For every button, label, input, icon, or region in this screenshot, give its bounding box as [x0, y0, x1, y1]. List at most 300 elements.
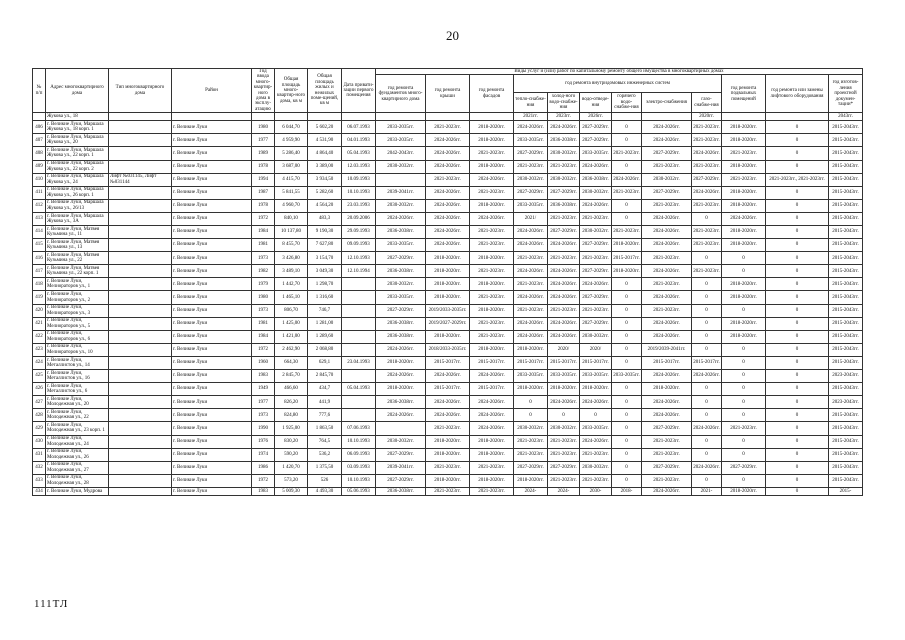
cell-district: г. Великие Луки — [172, 265, 252, 278]
table-row — [33, 317, 863, 330]
cell-foundation: 2024-2026гг. — [376, 370, 426, 383]
col-drainage-header: водо-отведе-ния — [580, 92, 612, 112]
cell-facade: 2015-2017гг. — [470, 356, 514, 369]
cell-foundation: 2036-2038гг. — [376, 226, 426, 239]
cell-priv: 07.06.1993 — [342, 422, 376, 435]
cell-basement: 2021-2023гг. — [722, 422, 766, 435]
cell-gas: 2027-2029гг. — [692, 173, 722, 186]
cell-priv: 06.07.1993 — [342, 121, 376, 134]
cell-area: 573,20 — [275, 474, 308, 487]
cell-type — [109, 113, 172, 121]
cell-cold: 2036-2038гг. — [548, 199, 580, 212]
cell-roof: 2024-2026гг. — [426, 226, 470, 239]
cell-living: 746,7 — [308, 304, 342, 317]
cell-basement: 0 — [722, 409, 766, 422]
cell-basement: 2021-2023гг. — [722, 173, 766, 186]
cell-type — [109, 317, 172, 330]
cell-design: 2015-2043гг. — [829, 409, 863, 422]
cell-area: 1 421,00 — [275, 330, 308, 343]
cell-foundation: 2030-2032гг. — [376, 199, 426, 212]
cell-facade: 2018-2020гг. — [470, 343, 514, 356]
cell-heat: 2024-2026гг. — [514, 239, 548, 252]
col-facade-header: год ремонта фасадов — [470, 75, 514, 113]
cell-heat: 2021-2023гг. — [514, 252, 548, 265]
table-row — [33, 487, 863, 495]
cell-area: 3 687,00 — [275, 160, 308, 173]
cell-heat: 2027-2029гг. — [514, 461, 548, 474]
cell-address: г. Великие Луки, Молодежная ул., 22 — [46, 409, 109, 422]
table-row — [33, 291, 863, 304]
cell-cold: 2030-2032гг. — [548, 173, 580, 186]
capital-repair-table — [32, 68, 863, 496]
cell-electric: 2030-2032гг. — [642, 173, 692, 186]
cell-design: 2043гг. — [829, 113, 863, 121]
cell-year: 1994 — [252, 173, 275, 186]
cell-district: г. Великие Луки — [172, 147, 252, 160]
cell-design: 2015-2043гг. — [829, 134, 863, 147]
cell-design: 2015-2043гг. — [829, 356, 863, 369]
cell-facade — [470, 113, 514, 121]
col-electric-header: электро-снабжения — [642, 92, 692, 112]
cell-gas: 0 — [692, 212, 722, 225]
cell-living: 3 934,50 — [308, 173, 342, 186]
cell-design: 2015-2043гг. — [829, 239, 863, 252]
cell-design: 2015-2043гг. — [829, 121, 863, 134]
cell-electric: 2024-2026гг. — [642, 409, 692, 422]
cell-type — [109, 199, 172, 212]
cell-hot: 0 — [612, 343, 642, 356]
cell-gas: 0 — [692, 291, 722, 304]
cell-year: 1960 — [252, 356, 275, 369]
cell-heat: 2018-2020гг. — [514, 474, 548, 487]
cell-priv: 10.10.1993 — [342, 435, 376, 448]
cell-type — [109, 474, 172, 487]
cell-facade: 2021-2023гг. — [470, 461, 514, 474]
table-row — [33, 186, 863, 199]
cell-cold: 2021-2023гг. — [548, 448, 580, 461]
engineering-group-header: год ремонта внутридомовых инженерных систем — [514, 75, 722, 92]
cell-living: 764,5 — [308, 435, 342, 448]
cell-living: 1 289,60 — [308, 330, 342, 343]
cell-type — [109, 265, 172, 278]
cell-cold: 2020/ — [548, 343, 580, 356]
cell-elevator: 0 — [766, 383, 829, 396]
cell-design: 2015-2043гг. — [829, 252, 863, 265]
cell-num: 408 — [33, 147, 46, 160]
cell-facade: 2018-2020гг. — [470, 121, 514, 134]
cell-year: 1984 — [252, 330, 275, 343]
cell-drain: 0 — [580, 409, 612, 422]
cell-type — [109, 461, 172, 474]
cell-hot: 0 — [612, 383, 642, 396]
cell-address: г. Великие Луки, Мелиораторов ул., 6 — [46, 330, 109, 343]
cell-num: 433 — [33, 474, 46, 487]
cell-num: 431 — [33, 448, 46, 461]
cell-design: 2015-2043гг. — [829, 278, 863, 291]
cell-electric: 2024-2026гг. — [642, 265, 692, 278]
cell-living: 7 627,80 — [308, 239, 342, 252]
cell-drain: 2030-2032гг. — [580, 461, 612, 474]
cell-year: 1987 — [252, 186, 275, 199]
cell-living: 629,1 — [308, 356, 342, 369]
cell-year: 1986 — [252, 461, 275, 474]
cell-living: 483,3 — [308, 212, 342, 225]
cell-drain: 2021-2023гг. — [580, 304, 612, 317]
cell-heat: 2030-2032гг. — [514, 173, 548, 186]
cell-basement: 0 — [722, 435, 766, 448]
cell-electric: 2027-2029гг. — [642, 461, 692, 474]
cell-cold: 2024-2026гг. — [548, 265, 580, 278]
cell-address: г. Великие Луки, Молодежная ул., 27 — [46, 461, 109, 474]
cell-heat: 0 — [514, 396, 548, 409]
cell-drain: 2030-2032гг. — [580, 330, 612, 343]
cell-type — [109, 239, 172, 252]
cell-hot: 0 — [612, 435, 642, 448]
cell-electric: 2021-2023гг. — [642, 160, 692, 173]
cell-type — [109, 304, 172, 317]
cell-facade: 2018-2020гг. — [470, 448, 514, 461]
table-row — [33, 212, 863, 225]
cell-drain: 2030- — [580, 487, 612, 495]
cell-roof: 2024-2026гг. — [426, 186, 470, 199]
cell-roof: 2018-2020гг. — [426, 474, 470, 487]
cell-facade: 2021-2023гг. — [470, 265, 514, 278]
cell-cold: 2027-2029гг. — [548, 226, 580, 239]
cell-cold: 2030-2032гг. — [548, 147, 580, 160]
cell-elevator: 0 — [766, 186, 829, 199]
cell-electric: 2024-2026гг. — [642, 317, 692, 330]
cell-cold: 2021-2023гг. — [548, 252, 580, 265]
cell-hot: 2018-2020гг. — [612, 239, 642, 252]
cell-foundation: 2027-2029гг. — [376, 474, 426, 487]
cell-heat: 2024-2026гг. — [514, 226, 548, 239]
cell-living: 441,9 — [308, 396, 342, 409]
cell-address: г. Великие Луки, Молодежная ул., 26 — [46, 448, 109, 461]
cell-address: г. Великие Луки, Мудрова — [46, 487, 109, 495]
cell-drain: 2027-2029гг. — [580, 121, 612, 134]
cell-design: 2015-2043гг. — [829, 212, 863, 225]
cell-drain: 2024-2026гг. — [580, 278, 612, 291]
cell-type — [109, 252, 172, 265]
cell-elevator: 0 — [766, 448, 829, 461]
cell-elevator: 0 — [766, 409, 829, 422]
table-row — [33, 265, 863, 278]
cell-foundation: 2036-2038гг. — [376, 265, 426, 278]
cell-heat: 2018-2020гг. — [514, 343, 548, 356]
cell-num: 407 — [33, 134, 46, 147]
cell-year: 1972 — [252, 343, 275, 356]
cell-hot: 0 — [612, 317, 642, 330]
cell-gas: 2021-2023гг. — [692, 134, 722, 147]
cell-address: Жукова ул., 18 — [46, 113, 109, 121]
cell-district: г. Великие Луки — [172, 212, 252, 225]
cell-gas: 0 — [692, 435, 722, 448]
cell-area: 1 425,00 — [275, 317, 308, 330]
cell-facade: 2021-2023гг. — [470, 330, 514, 343]
cell-priv: 10.10.1993 — [342, 474, 376, 487]
table-row — [33, 134, 863, 147]
cell-type — [109, 278, 172, 291]
col-type-header: Тип многоквартирного дома — [109, 69, 172, 113]
cell-elevator — [766, 113, 829, 121]
cell-electric: 2024-2026гг. — [642, 291, 692, 304]
cell-roof: 2024-2026гг. — [426, 134, 470, 147]
cell-roof: 2019/2027-2029гг. — [426, 317, 470, 330]
cell-gas: 0 — [692, 252, 722, 265]
cell-address: г. Великие Луки, Молодежная ул., 28 — [46, 474, 109, 487]
cell-year: 1989 — [252, 147, 275, 160]
cell-drain: 2027-2029гг. — [580, 239, 612, 252]
cell-facade: 2018-2020гг. — [470, 160, 514, 173]
table-row — [33, 278, 863, 291]
cell-gas: 0 — [692, 317, 722, 330]
cell-district: г. Великие Луки — [172, 383, 252, 396]
cell-hot: 0 — [612, 396, 642, 409]
cell-hot: 2033-2035гг. — [612, 370, 642, 383]
cell-drain: 2033-2035гг. — [580, 370, 612, 383]
cell-year: 1981 — [252, 239, 275, 252]
cell-area: 1 420,70 — [275, 461, 308, 474]
cell-drain: 2021-2023гг. — [580, 448, 612, 461]
cell-gas: 0 — [692, 330, 722, 343]
cell-cold: 2024-2026гг. — [548, 291, 580, 304]
cell-basement: 2018-2020гг. — [722, 317, 766, 330]
cell-roof: 2021-2023гг. — [426, 121, 470, 134]
cell-design: 2015-2043гг. — [829, 160, 863, 173]
cell-facade: 2021-2023гг. — [470, 239, 514, 252]
cell-area: 5 286,40 — [275, 147, 308, 160]
cell-elevator: 0 — [766, 304, 829, 317]
cell-electric: 2019/2039-2041гг. — [642, 343, 692, 356]
cell-num: 430 — [33, 435, 46, 448]
cell-district: г. Великие Луки — [172, 461, 252, 474]
cell-roof: 2024-2026гг. — [426, 370, 470, 383]
col-hot-water-header: горячего водо-снабже-ния — [612, 92, 642, 112]
cell-foundation: 2039-2041гг. — [376, 186, 426, 199]
cell-drain: 2033-2035гг. — [580, 422, 612, 435]
col-living-area-header: Общая площадь жилых и нежилых поме-щений, кв м — [308, 69, 342, 113]
cell-living: 434,7 — [308, 383, 342, 396]
cell-elevator: 0 — [766, 356, 829, 369]
table-row — [33, 304, 863, 317]
cell-design: 2015-2043гг. — [829, 448, 863, 461]
cell-priv — [342, 291, 376, 304]
cell-electric: 2021-2023гг. — [642, 199, 692, 212]
cell-elevator: 0 — [766, 252, 829, 265]
cell-facade: 2018-2020гг. — [470, 435, 514, 448]
cell-design: 2015-2043гг. — [829, 422, 863, 435]
cell-num: 429 — [33, 422, 46, 435]
cell-num: 420 — [33, 304, 46, 317]
cell-facade: 2018-2020гг. — [470, 134, 514, 147]
cell-facade: 2021-2023гг. — [470, 317, 514, 330]
cell-priv — [342, 317, 376, 330]
cell-drain: 2030-2032гг. — [580, 186, 612, 199]
cell-hot: 0 — [612, 121, 642, 134]
cell-foundation: 2039-2041гг. — [376, 461, 426, 474]
cell-electric: 2021-2023гг. — [642, 304, 692, 317]
cell-cold: 2024-2026гг. — [548, 317, 580, 330]
cell-cold: 2024- — [548, 487, 580, 495]
cell-cold: 2027-2029гг. — [548, 186, 580, 199]
cell-roof: 2021-2023гг. — [426, 487, 470, 495]
cell-roof: 2024-2026гг. — [426, 239, 470, 252]
cell-gas: 0 — [692, 409, 722, 422]
cell-priv: 10.10.1993 — [342, 186, 376, 199]
cell-priv: 05.06.1993 — [342, 487, 376, 495]
cell-basement: 2018-2020гг. — [722, 487, 766, 495]
cell-district: г. Великие Луки — [172, 356, 252, 369]
cell-drain: 2027-2029гг. — [580, 265, 612, 278]
cell-district: г. Великие Луки — [172, 317, 252, 330]
cell-facade: 2015-2017гг. — [470, 383, 514, 396]
cell-num: 417 — [33, 265, 46, 278]
cell-area: 824,80 — [275, 409, 308, 422]
cell-electric: 2024-2026гг. — [642, 370, 692, 383]
cell-address: г. Великие Луки, Молодежная ул., 23 корп. 1 — [46, 422, 109, 435]
cell-basement: 2018-2020гг. — [722, 226, 766, 239]
cell-area: 10 137,80 — [275, 226, 308, 239]
col-address-header: Адрес многоквартирного дома — [46, 69, 109, 113]
cell-elevator: 0 — [766, 343, 829, 356]
cell-living: 526 — [308, 474, 342, 487]
cell-type — [109, 370, 172, 383]
cell-year: 1973 — [252, 409, 275, 422]
cell-area: 4 959,90 — [275, 134, 308, 147]
cell-gas: 2020гг. — [692, 113, 722, 121]
cell-basement: 2018-2020гг. — [722, 291, 766, 304]
cell-priv: 12.10.1993 — [342, 252, 376, 265]
cell-address: г. Великие Луки, Маршала Жукова ул., 20 — [46, 134, 109, 147]
cell-type — [109, 160, 172, 173]
cell-foundation: 2036-2038гг. — [376, 396, 426, 409]
cell-gas: 0 — [692, 343, 722, 356]
cell-priv: 05.04.1993 — [342, 147, 376, 160]
cell-priv: 12.10.1994 — [342, 265, 376, 278]
cell-drain: 2021-2023гг. — [580, 474, 612, 487]
cell-drain: 2020/ — [580, 343, 612, 356]
cell-year: 1983 — [252, 487, 275, 495]
cell-priv: 04.01.1993 — [342, 134, 376, 147]
cell-drain: 2027-2029гг. — [580, 134, 612, 147]
cell-facade: 2024-2026гг. — [470, 409, 514, 422]
cell-living: 2 068,80 — [308, 343, 342, 356]
table-row — [33, 113, 863, 121]
cell-address: г. Великие Луки, Маршала Жукова ул., 18 корп. 1 — [46, 121, 109, 134]
cell-priv: 29.09.1993 — [342, 226, 376, 239]
cell-district: г. Великие Луки — [172, 226, 252, 239]
cell-gas: 2021-2023гг. — [692, 160, 722, 173]
cell-facade: 2024-2026гг. — [470, 422, 514, 435]
table-row — [33, 330, 863, 343]
cell-foundation: 2018-2020гг. — [376, 383, 426, 396]
cell-roof: 2024-2026гг. — [426, 199, 470, 212]
cell-facade: 2018-2020гг. — [470, 199, 514, 212]
footer-mark: 111ТЛ — [34, 598, 69, 610]
cell-area — [275, 113, 308, 121]
cell-elevator: 0 — [766, 265, 829, 278]
cell-address: г. Великие Луки, Маршала Жукова ул., 3А — [46, 212, 109, 225]
cell-foundation: 2033-2035гг. — [376, 239, 426, 252]
cell-address: г. Великие Луки, Матвея Кузьмина ул., 22 — [46, 252, 109, 265]
cell-roof: 2018-2020гг. — [426, 448, 470, 461]
cell-district: г. Великие Луки — [172, 134, 252, 147]
cell-cold: 2021-2023гг. — [548, 160, 580, 173]
cell-roof: 2018-2020гг. — [426, 252, 470, 265]
cell-heat: 2027-2029гг. — [514, 147, 548, 160]
cell-type — [109, 147, 172, 160]
cell-address: г. Великие Луки, Молодежная ул., 20 — [46, 396, 109, 409]
cell-design: 2015-2043гг. — [829, 474, 863, 487]
cell-district: г. Великие Луки — [172, 409, 252, 422]
cell-num: 427 — [33, 396, 46, 409]
cell-num: 414 — [33, 226, 46, 239]
table-row — [33, 226, 863, 239]
cell-num: 426 — [33, 383, 46, 396]
cell-gas: 2021-2023гг. — [692, 121, 722, 134]
cell-year: 1972 — [252, 474, 275, 487]
cell-priv — [342, 330, 376, 343]
cell-foundation: 2030-2032гг. — [376, 278, 426, 291]
cell-district: г. Великие Луки — [172, 422, 252, 435]
cell-facade: 2018-2020гг. — [470, 278, 514, 291]
cell-address: г. Великие Луки, Матвея Кузьмина ул., 11 — [46, 226, 109, 239]
cell-roof: 2024-2026гг. — [426, 396, 470, 409]
cell-electric: 2021-2023гг. — [642, 474, 692, 487]
cell-living: 9 190,30 — [308, 226, 342, 239]
cell-cold: 2021-2023гг. — [548, 212, 580, 225]
cell-heat: 2021-2023гг. — [514, 160, 548, 173]
cell-heat: 2021/ — [514, 212, 548, 225]
cell-design: 2015-2043гг. — [829, 435, 863, 448]
cell-drain: 2018-2020гг. — [580, 383, 612, 396]
cell-foundation: 2036-2038гг. — [376, 487, 426, 495]
cell-gas: 0 — [692, 448, 722, 461]
cell-basement: 2018-2020гг. — [722, 134, 766, 147]
cell-year: 1977 — [252, 396, 275, 409]
col-total-area-header: Общая площадь много-квартир-ного дома, кв м — [275, 69, 308, 113]
col-basement-header: год ремонта подвальных помещений — [722, 75, 766, 113]
cell-priv — [342, 278, 376, 291]
cell-facade: 2021-2023гг. — [470, 487, 514, 495]
cell-cold: 2036-2038гг. — [548, 134, 580, 147]
cell-living: 5 282,60 — [308, 186, 342, 199]
cell-address: г. Великие Луки, Мелиораторов ул., 10 — [46, 343, 109, 356]
cell-year: 1973 — [252, 252, 275, 265]
cell-cold: 2024-2026гг. — [548, 121, 580, 134]
cell-basement: 2018-2020гг. — [722, 278, 766, 291]
cell-priv: 05.04.1993 — [342, 383, 376, 396]
cell-district: г. Великие Луки — [172, 186, 252, 199]
cell-electric: 2024-2026гг. — [642, 487, 692, 495]
cell-hot: 2021-2023гг. — [612, 226, 642, 239]
cell-address: г. Великие Луки, Маршала Жукова ул., 26/13 — [46, 199, 109, 212]
cell-address: г. Великие Луки, Молодежная ул., 24 — [46, 435, 109, 448]
cell-cold: 2023гг. — [548, 113, 580, 121]
cell-type — [109, 422, 172, 435]
cell-basement: 0 — [722, 252, 766, 265]
cell-basement: 2018-2020гг. — [722, 160, 766, 173]
cell-address: г. Великие Луки, Мелиораторов ул., 5 — [46, 317, 109, 330]
cell-heat: 2024-2026гг. — [514, 317, 548, 330]
cell-living: 1 863,50 — [308, 422, 342, 435]
cell-year: 1981 — [252, 317, 275, 330]
cell-num: 412 — [33, 199, 46, 212]
cell-foundation: 2024-2026гг. — [376, 409, 426, 422]
cell-year: 1976 — [252, 435, 275, 448]
cell-year: 1980 — [252, 121, 275, 134]
cell-facade: 2024-2026гг. — [470, 212, 514, 225]
